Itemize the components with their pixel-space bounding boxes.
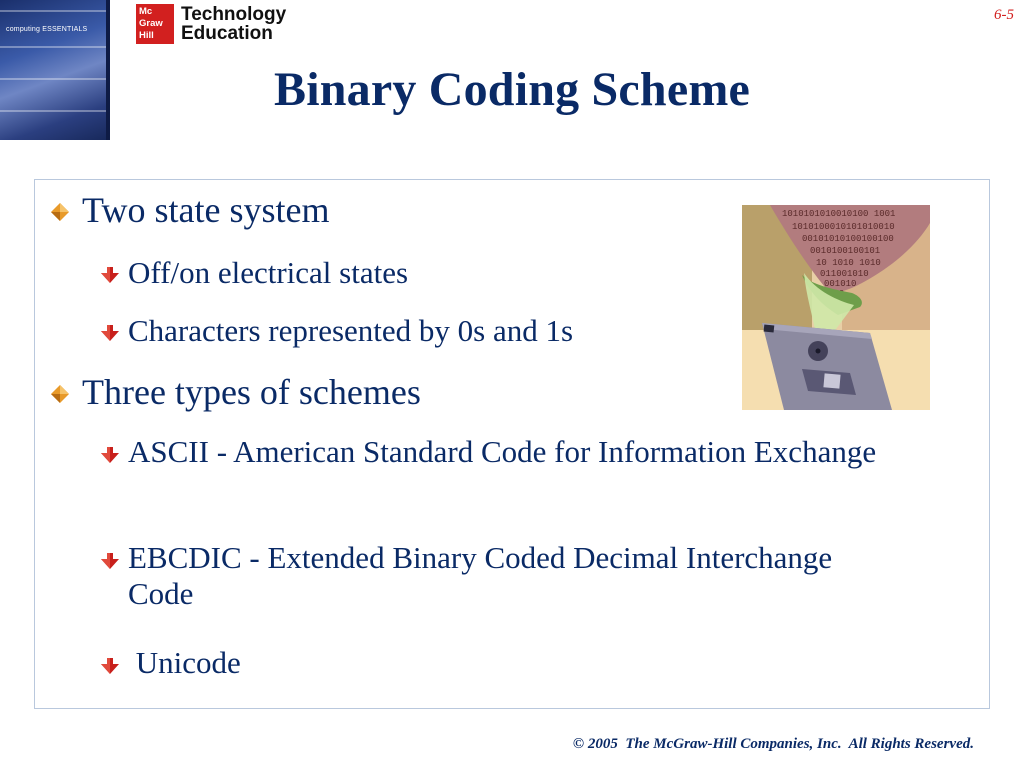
diamond-bullet-icon	[50, 384, 70, 404]
arrow-bullet-icon	[100, 657, 120, 675]
arrow-bullet-icon	[100, 324, 120, 342]
slide-number: 6-5	[994, 7, 1014, 23]
sub-bullet-ascii: ASCII - American Standard Code for Information Exchange	[128, 434, 877, 469]
binary-line: 00101010100100100	[802, 234, 894, 244]
arrow-bullet-icon	[100, 266, 120, 284]
sub-bullet-unicode: Unicode	[128, 645, 241, 680]
sub-bullet-ebcdic: EBCDIC - Extended Binary Coded Decimal Interchange Code	[128, 540, 833, 611]
binary-line: 10 1010 1010	[816, 258, 881, 268]
slide-title: Binary Coding Scheme	[273, 63, 751, 116]
sub-bullet-off-on-states: Off/on electrical states	[128, 255, 409, 290]
binary-line: 1010101010010100 1001	[782, 209, 896, 219]
binary-line: 011001010	[820, 269, 869, 279]
publisher-logo-mark: Mc Graw Hill	[136, 4, 174, 44]
bullet-three-types: Three types of schemes	[82, 372, 421, 412]
sub-bullet-characters: Characters represented by 0s and 1s	[128, 313, 574, 348]
arrow-bullet-icon	[100, 552, 120, 570]
publisher-logo-text: Technology Education	[181, 4, 287, 44]
binary-line: 0010100100101	[810, 246, 881, 256]
arrow-bullet-icon	[100, 446, 120, 464]
binary-line: 1010100010101010010	[792, 222, 895, 232]
diamond-bullet-icon	[50, 202, 70, 222]
bullet-two-state-system: Two state system	[82, 190, 330, 230]
cover-title: computing ESSENTIALS	[6, 26, 88, 33]
copyright-footer: © 2005 The McGraw-Hill Companies, Inc. All Rights Reserved.	[572, 736, 974, 752]
floppy-disk-binary-clipart	[742, 205, 930, 410]
binary-line: 001010	[824, 279, 857, 289]
